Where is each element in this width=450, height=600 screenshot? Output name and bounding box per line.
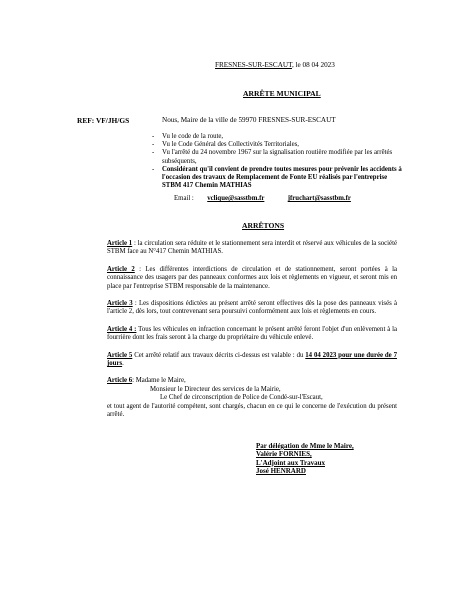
list-dash: - [152, 133, 155, 140]
list-dash: - [152, 165, 155, 173]
consideration-item [152, 133, 404, 141]
articles-section [107, 240, 397, 429]
article-line: et tout agent de l'autorité compétent, sont chargés, chacun en ce qui le concerne de l'exécution du présent arrêté. [107, 402, 397, 419]
article-label: Article 2 [107, 265, 135, 273]
consideration-text: Vu le code de la route, [162, 133, 224, 140]
consideration-text: Vu le Code Général des Collectivités Territoriales, [162, 141, 299, 149]
reference-code: REF: VF/JH/GS [77, 116, 130, 125]
signature-block [256, 442, 354, 476]
article-label: Article 3 [107, 300, 133, 308]
article-line: Le Chef de circonscription de Police de Condé-sur-l'Escaut, [160, 394, 323, 402]
article-label: Article 4 : [107, 325, 137, 333]
article-label: Article 5 [107, 351, 133, 359]
section-heading: ARRÊTONS [242, 221, 285, 230]
place-name: FRESNES-SUR-ESCAUT [215, 61, 292, 69]
article-text: Cet arrêté relatif aux travaux décrits ci-dessus est valable : du [132, 351, 306, 359]
consideration-text: Considérant qu'il convient de prendre toutes mesures pour prévenir les accidents à l'occasion des travaux de Remplacement de Fonte EU réalisés par l'entreprise STBM 417 Chemin MATHIAS [162, 165, 402, 190]
date-line [215, 61, 335, 69]
date-text: , le 08 04 2023 [291, 61, 335, 69]
intro-text: Nous, Maire de la ville de 59970 FRESNES-SUR-ESCAUT [162, 116, 336, 124]
consideration-item [152, 141, 404, 149]
article-6 [107, 377, 397, 419]
signature-line: L'Adjoint aux Travaux [256, 458, 325, 467]
list-dash: - [152, 141, 155, 149]
consideration-item [152, 149, 404, 165]
article-line: Monsieur le Directeur des services de la Mairie, [150, 385, 281, 393]
article-2 [107, 266, 397, 291]
email-link-1[interactable]: vclique@sasstbm.fr [207, 195, 265, 202]
signature-line: Valérie FORNIES, [256, 450, 312, 459]
article-text: : la circulation sera réduite et le stationnement sera interdit et réservé aux véhicules de la société STBM face au N°417 Chemin MATHIAS. [107, 240, 397, 256]
email-link-2[interactable]: jfruchart@sasstbm.fr [287, 195, 351, 202]
validity-period: 14 04 2023 pour une durée de 7 jours [107, 351, 397, 368]
article-text: Tous les véhicules en infraction concernant le présent arrêté feront l'objet d'un enlèvement à la fourrière dont les frais seront à la charge du propriétaire du véhicule enlevé. [107, 325, 398, 342]
signature-line: José HENRARD [256, 467, 306, 476]
article-label: Article 6 [107, 377, 133, 385]
consideration-text: Vu l'arrêté du 24 novembre 1967 sur la signalisation routière modifiée par les arrêtés subséquents, [162, 149, 393, 165]
article-1 [107, 240, 397, 257]
list-dash: - [152, 149, 155, 157]
article-end: . [122, 360, 124, 368]
article-label: Article 1 [107, 240, 133, 247]
article-4 [107, 326, 397, 343]
consideration-item [152, 166, 404, 191]
article-line: : Madame le Maire, [132, 377, 186, 385]
article-text: : Les dispositions édictées au présent arrêté seront effectives dès la pose des panneaux visés à l'article 2, dès lors, tout contrevenant sera poursuivi conformément aux lois et règlements en cours. [107, 300, 397, 316]
email-row [174, 195, 351, 202]
email-label: Email : [174, 195, 194, 202]
signature-line: Par délégation de Mme le Maire, [256, 442, 354, 450]
article-text: : Les différentes interdictions de circulation et de stationnement, seront portées à la connaissance des usagers par des panneaux conformes aux lois et règlements en vigueur, et seront mis en place par l'entreprise STBM responsable de la maintenance. [107, 265, 397, 290]
article-5 [107, 352, 397, 369]
considerations-list [152, 133, 404, 190]
article-3 [107, 300, 397, 317]
document-title: ARRÊTE MUNICIPAL [243, 89, 321, 98]
